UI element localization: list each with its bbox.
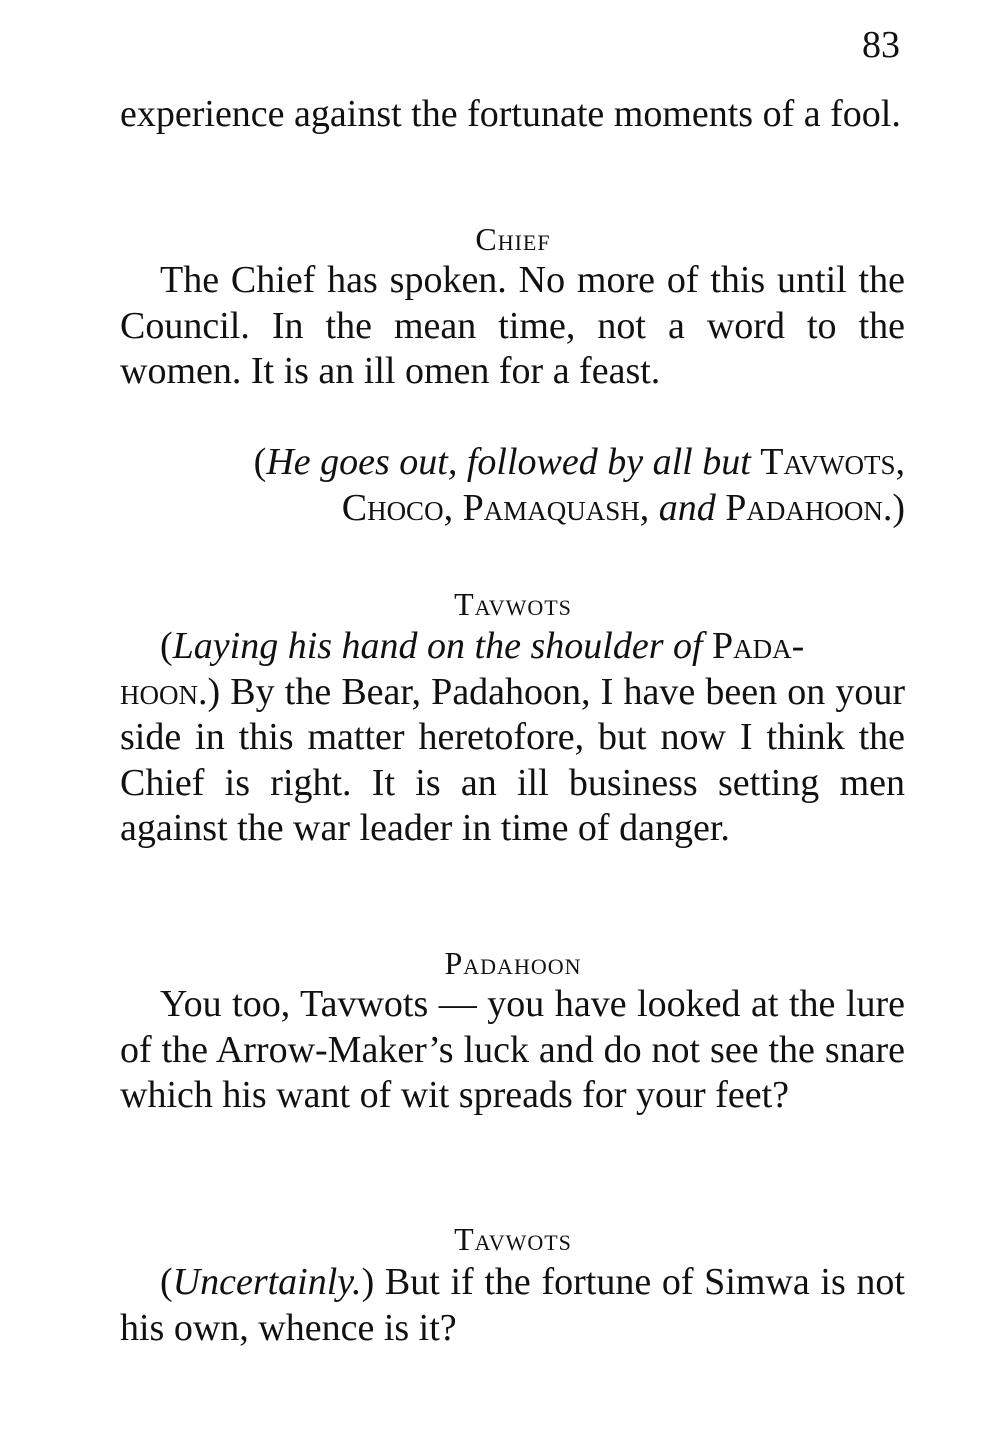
paragraph-continuation: experience against the fortunate moments of a fool.	[120, 93, 901, 135]
speaker-heading-padahoon: Padahoon	[444, 945, 582, 981]
speaker-heading-chief: Chief	[475, 221, 551, 257]
speaker-heading-tavwots-2: Tavwots	[454, 1221, 572, 1257]
character-name-padahoon-continued: hoon.	[120, 670, 208, 713]
tavwots-second-speech-text: But if the fortune of Simwa is not his own, whence is it?	[120, 1261, 905, 1349]
character-name-padahoon: Padahoon.)	[725, 486, 905, 529]
stage-direction-chief-exit: (He goes out, followed by all but Tavwots, Choco, Pamaquash, and Padahoon.)	[253, 441, 905, 529]
character-names-choco-pamaquash: Choco, Pamaquash,	[341, 486, 650, 529]
tavwots-speech: (Laying his hand on the shoulder of Pada- hoon.) By the Bear, Padahoon, I have been on your side in this matter heretofore, but now I think the Chief is right. It is an ill business setting men against the war leader in time of danger.	[120, 625, 906, 849]
character-name-padahoon: Pada-	[712, 625, 805, 667]
padahoon-speech: You too, Tavwots — you have looked at the lure of the Arrow-Maker’s luck and do not see the snare which his want of wit spreads for your feet?	[120, 983, 905, 1116]
chief-speech: The Chief has spoken. No more of this until the Council. In the mean time, not a word to the women. It is an ill omen for a feast.	[120, 259, 905, 392]
speaker-heading-tavwots: Tavwots	[454, 586, 572, 622]
tavwots-speech-text: By the Bear, Padahoon, I have been on your side in this matter heretofore, but now I think the Chief is right. It is an ill business setting men against the war leader in time of danger.	[120, 670, 906, 849]
stage-direction-italic: Uncertainly.	[172, 1261, 362, 1303]
stage-direction-italic: He goes out, followed by all but	[266, 441, 751, 483]
tavwots-second-speech: (Uncertainly.) But if the fortune of Simwa is not his own, whence is it?	[120, 1261, 905, 1349]
page-number: 83	[862, 24, 900, 66]
character-name-tavwots: Tavwots,	[760, 441, 905, 483]
stage-direction-and: and	[658, 486, 716, 529]
stage-direction-italic: Laying his hand on the shoulder of	[172, 625, 703, 667]
